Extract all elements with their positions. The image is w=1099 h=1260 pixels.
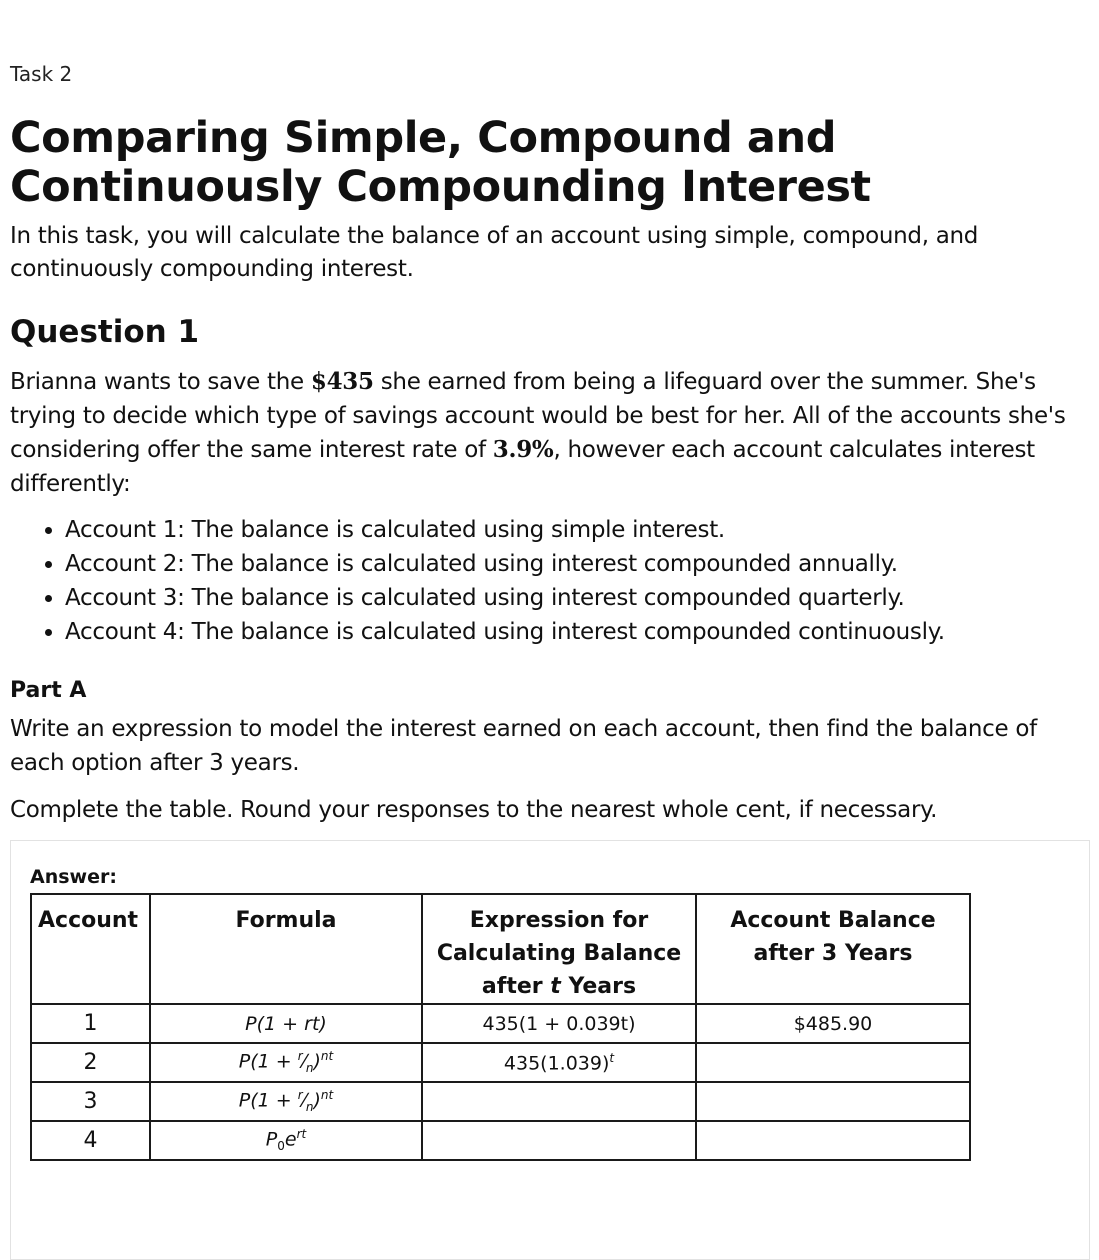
header-expression-line3a: after xyxy=(481,974,551,999)
answer-table xyxy=(30,893,971,1161)
list-item: • Account 3: The balance is calculated using interest compounded quarterly. xyxy=(65,581,945,615)
balance-cell[interactable] xyxy=(696,1082,970,1121)
header-formula: Formula xyxy=(150,894,422,1004)
expression-base: 435(1.039) xyxy=(503,1052,610,1075)
deposit-amount: $435 xyxy=(310,368,374,395)
account-number: 2 xyxy=(31,1043,150,1082)
account-number: 3 xyxy=(31,1082,150,1121)
table-row xyxy=(31,1043,970,1082)
formula-e: e xyxy=(284,1128,297,1151)
formula-cell xyxy=(150,1082,422,1121)
part-a-heading: Part A xyxy=(10,678,87,703)
part-a-body: Write an expression to model the interest earned on each account, then find the balance of each option after 3 years. xyxy=(10,716,1037,776)
header-balance-line2: after 3 Years xyxy=(753,941,913,966)
header-expression-line1: Expression for xyxy=(469,908,649,933)
header-expression-t: t xyxy=(550,974,561,999)
formula-base: P xyxy=(265,1128,278,1151)
formula-exponent: rt xyxy=(296,1127,307,1142)
table-row xyxy=(31,1004,970,1043)
formula-frac-n: n xyxy=(305,1061,314,1076)
formula-exponent: nt xyxy=(320,1088,334,1103)
expression-cell[interactable]: 435(1 + 0.039t) xyxy=(422,1004,696,1043)
formula-cell: P(1 + rt) xyxy=(150,1004,422,1043)
formula-frac-slash: ⁄ xyxy=(302,1089,306,1112)
task-label: Task 2 xyxy=(10,62,73,86)
intro-text: In this task, you will calculate the balance of an account using simple, compound, and continuously compounding interest. xyxy=(10,223,979,282)
question-body xyxy=(10,365,1080,501)
formula-close: ) xyxy=(313,1089,321,1112)
expression-cell[interactable] xyxy=(422,1043,696,1082)
formula-exponent: nt xyxy=(320,1049,334,1064)
list-item: • Account 1: The balance is calculated using simple interest. xyxy=(65,513,945,547)
header-expression-line2: Calculating Balance xyxy=(436,941,682,966)
header-account: Account xyxy=(31,894,150,1004)
answer-label: Answer: xyxy=(30,866,117,888)
formula-frac-slash: ⁄ xyxy=(302,1050,306,1073)
account-number: 4 xyxy=(31,1121,150,1160)
question-body-part3: , however each account calculates interest differently: xyxy=(10,437,1035,497)
formula-frac-r: r xyxy=(297,1049,303,1064)
question-heading: Question 1 xyxy=(10,314,200,350)
formula-base: P(1 + xyxy=(238,1089,298,1112)
balance-cell[interactable] xyxy=(696,1121,970,1160)
formula-frac-r: r xyxy=(297,1088,303,1103)
question-body-part2: she earned from being a lifeguard over the summer. She's trying to decide which type of savings account would be best for her. All of the accounts she's considering offer the same interest rate of xyxy=(10,369,1066,463)
header-balance xyxy=(696,894,970,1004)
expression-cell[interactable] xyxy=(422,1082,696,1121)
formula-subscript: 0 xyxy=(277,1139,285,1154)
table-row xyxy=(31,1121,970,1160)
formula-base: P(1 + xyxy=(238,1050,298,1073)
interest-rate: 3.9% xyxy=(492,436,554,463)
question-body-part1: Brianna wants to save the xyxy=(10,369,311,395)
header-expression-line3b: Years xyxy=(560,974,637,999)
formula-close: ) xyxy=(313,1050,321,1073)
list-item: • Account 2: The balance is calculated using interest compounded annually. xyxy=(65,547,945,581)
account-list xyxy=(10,513,945,649)
account-number: 1 xyxy=(31,1004,150,1043)
header-expression xyxy=(422,894,696,1004)
formula-cell xyxy=(150,1043,422,1082)
expression-exponent: t xyxy=(609,1050,615,1065)
table-header-row xyxy=(31,894,970,1004)
formula-frac-n: n xyxy=(305,1100,314,1115)
page-title: Comparing Simple, Compound and Continuously Compounding Interest xyxy=(10,113,871,212)
list-item: • Account 4: The balance is calculated using interest compounded continuously. xyxy=(65,615,945,649)
balance-cell[interactable]: $485.90 xyxy=(696,1004,970,1043)
part-a-instruction: Complete the table. Round your responses to the nearest whole cent, if necessary. xyxy=(10,797,938,823)
formula-cell xyxy=(150,1121,422,1160)
expression-cell[interactable] xyxy=(422,1121,696,1160)
header-balance-line1: Account Balance xyxy=(730,908,936,933)
balance-cell[interactable] xyxy=(696,1043,970,1082)
table-row xyxy=(31,1082,970,1121)
